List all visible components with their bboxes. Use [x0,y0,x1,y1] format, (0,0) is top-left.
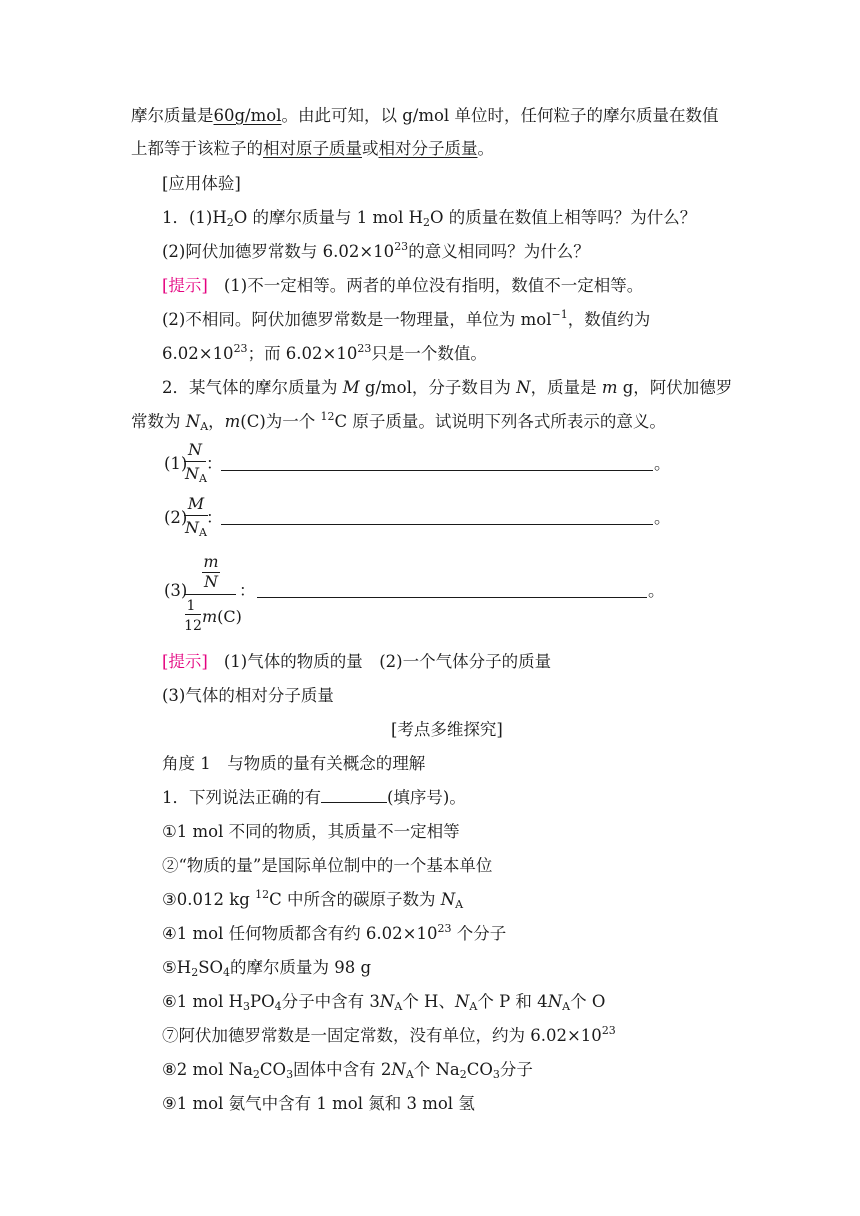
option-2: ②“物质的量”是国际单位制中的一个基本单位 [162,856,493,875]
option-4: ④1 mol 任何物质都含有约 $6.02\times 10^{23}$ 个分子 [162,922,507,943]
fraction-numerator: M [187,494,205,513]
intro-text: 上都等于该粒子的 [131,139,263,158]
intro-text: 。 [477,139,494,158]
fraction-denominator: $N_A$ [185,464,207,485]
intro-text: 摩尔质量是 [131,106,214,125]
fraction-bar [184,515,208,516]
section-heading-apply: [应用体验] [162,174,241,193]
intro-text: 或 [362,139,379,158]
inner-denominator: N [204,572,218,591]
q1-hint-line-2: (2)不相同。阿伏加德罗常数是一物理量，单位为 mol$^{-1}$，数值约为 [162,308,651,329]
small-numerator: 1 [186,598,196,614]
option-3: ③0.012 kg $^{12}$C 中所含的碳原子数为 $N_A$ [162,888,464,911]
q2-hint-line-1: [提示] (1)气体的物质的量 (2)一个气体分子的质量 [162,652,552,671]
answer-relative-atomic-mass: 相对原子质量 [263,139,362,158]
angle-heading: 角度 1 与物质的量有关概念的理解 [162,754,426,773]
q2-line-2: 常数为 $N_A$，m(C)为一个 $^{12}$C 原子质量。试说明下列各式所表示的意义。 [131,410,666,433]
q2-hint-line-2: (3)气体的相对分子质量 [162,686,334,705]
intro-text: 。由此可知，以 g/mol 单位时，任何粒子的摩尔质量在数值 [281,106,719,125]
option-9: ⑨1 mol 氨气中含有 1 mol 氮和 3 mol 氢 [162,1094,475,1113]
fraction-bar [184,461,206,462]
q1-hint-line-1: [提示] (1)不一定相等。两者的单位没有指明，数值不一定相等。 [162,276,644,295]
answer-relative-molecular-mass: 相对分子质量 [378,139,478,158]
q3-stem: 1．下列说法正确的有 (填序号)。 [162,788,466,807]
answer-blank-2[interactable] [221,524,653,525]
answer-blank-3[interactable] [257,597,647,598]
answer-blank-1[interactable] [221,470,653,471]
option-8: ⑧2 mol $Na_2CO_3$固体中含有 $2N_A$个 $Na_2CO_3$分子 [162,1060,533,1081]
hint-label: [提示] [162,276,208,295]
answer-blank[interactable] [321,788,387,803]
fraction-numerator: N [188,440,202,459]
section-heading-explore: [考点多维探究] [391,720,503,739]
fraction-denominator: $N_A$ [185,518,207,539]
answer-molar-mass: 60g/mol [213,106,282,125]
q2-line-1: 2．某气体的摩尔质量为 M g/mol，分子数目为 N，质量是 m g，阿伏加德罗 [162,378,733,397]
option-1: ①1 mol 不同的物质，其质量不一定相等 [162,822,460,841]
hint-label: [提示] [162,652,208,671]
inner-numerator: m [203,552,219,571]
q1-line-2: (2)阿伏加德罗常数与 $6.02\times 10^{23}$的意义相同吗？为什么？ [162,240,590,261]
small-fraction-bar [185,614,201,615]
main-fraction-bar [184,594,236,595]
intro-line-2 [131,139,494,159]
document-page: 摩尔质量是60g/mol。由此可知，以 g/mol 单位时，任何粒子的摩尔质量在数值 上都等于该粒子的相对原子质量或相对分子质量。 [应用体验] 1．$(1)H_2O$ 的摩尔质量与 1 mol $H_2O$ 的质量在数值上相等吗？为什么？ (2)阿伏加德罗常数与 $6.02\times 10^{23}$的意义相同吗？为什么？ [提示] (1)不一定相等。两者的单位没有指明，数值不一定相等。 (2)不相同。阿伏加德罗常数是一物理量，单位为 mol$^{-1}$，数值约为 $6.02\times 10^{23}$；而 $6.02\times 10^{23}$只是一个数值。 2．某气体的摩尔质量为 M g/mol，分子数目为 N，质量是 m g，阿伏加德罗 常数为 $N_A$，m(C)为一个 $^{12}$C 原子质量。试说明下列各式所表示的意义。 (1) N $N_A$ ： 。 (2) M $N_A$ ： 。 (3) m N 1 12 m(C) ： 。 [提示] (1)气体的物质的量 (2)一个气体分子的质量 (3)气体的相对分子质量 [考点多维探究] 角度 1 与物质的量有关概念的理解 1．下列说法正确的有 (填序号)。 ①1 mol 不同的物质，其质量不一定相等 ②“物质的量”是国际单位制中的一个基本单位 ③0.012 kg $^{12}$C 中所含的碳原子数为 $N_A$ ④1 mol 任何物质都含有约 $6.02\times 10^{23}$ 个分子 $⑤H_2SO_4$的摩尔质量为 98 g ⑥1 mol $H_3PO_4$分子中含有 $3N_A$个 H、$N_A$个 P 和 $4N_A$个 O ⑦阿伏加德罗常数是一固定常数，没有单位，约为 $6.02\times 10^{23}$ ⑧2 mol $Na_2CO_3$固体中含有 $2N_A$个 $Na_2CO_3$分子 ⑨1 mol 氨气中含有 1 mol 氮和 3 mol 氢 [131,106,733,1113]
q1-line-1: 1．$(1)H_2O$ 的摩尔质量与 1 mol $H_2O$ 的质量在数值上相等吗？为什么？ [162,208,697,229]
intro-line-1 [131,106,718,126]
q1-hint-line-3: $6.02\times 10^{23}$；而 $6.02\times 10^{23}$只是一个数值。 [162,342,487,363]
mc-term: m(C) [202,607,242,626]
option-6: ⑥1 mol $H_3PO_4$分子中含有 $3N_A$个 H、$N_A$个 P 和 $4N_A$个 O [162,992,606,1013]
option-5: $⑤H_2SO_4$的摩尔质量为 98 g [162,958,372,979]
option-7: ⑦阿伏加德罗常数是一固定常数，没有单位，约为 $6.02\times 10^{23}$ [162,1024,616,1045]
small-denominator: 12 [184,618,202,634]
